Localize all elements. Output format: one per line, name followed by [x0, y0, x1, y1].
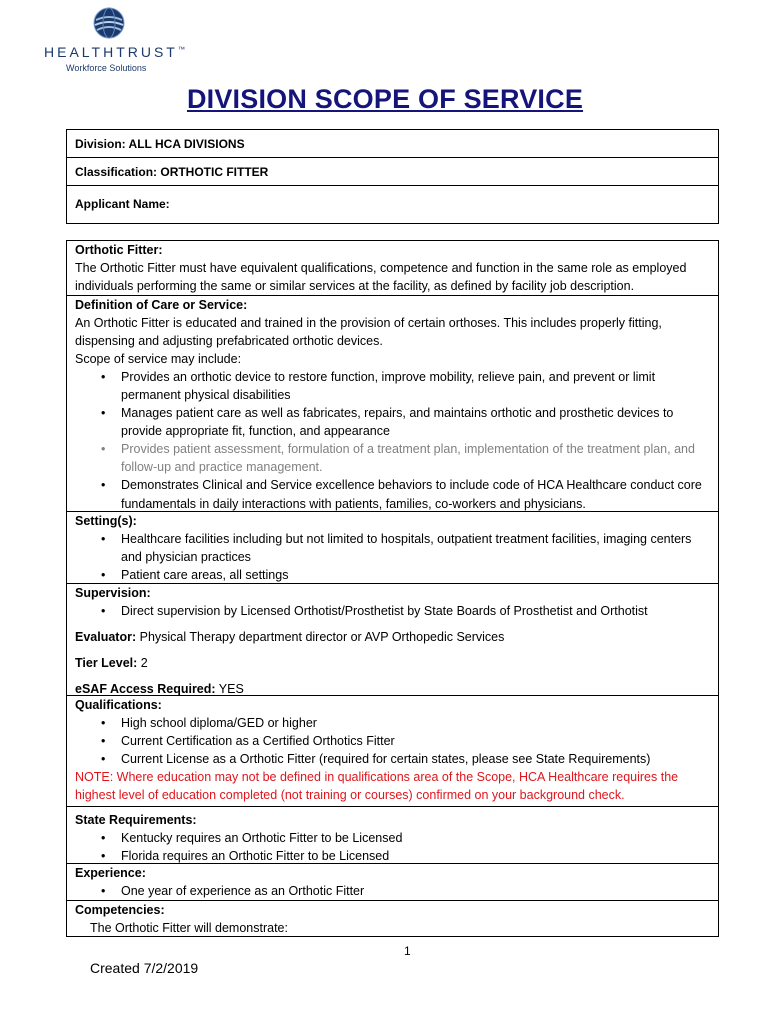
education-note: NOTE: Where education may not be defined in qualifications area of the Scope, HCA Healthcare requires the highest level of education completed (not training or courses) confirmed on your background check.	[75, 770, 679, 802]
section-heading: Supervision:	[75, 586, 151, 600]
list-item: • Current License as a Orthotic Fitter (required for certain states, please see State Requirements)	[121, 750, 710, 768]
info-box	[66, 129, 719, 224]
section-text: An Orthotic Fitter is educated and trained in the provision of certain orthoses. This includes properly fitting, dispensing and adjusting prefabricated orthotic devices.	[75, 316, 662, 348]
settings-list	[75, 530, 710, 584]
definition-section	[67, 296, 718, 512]
section-heading: Experience:	[75, 866, 146, 880]
list-item: • Direct supervision by Licensed Orthotist/Prosthetist by State Boards of Prosthetist and Orthotist	[121, 602, 710, 620]
state-requirements-list	[75, 829, 710, 865]
section-heading: State Requirements:	[75, 813, 197, 827]
experience-section	[67, 864, 718, 901]
list-item: • Current Certification as a Certified Orthotics Fitter	[121, 732, 710, 750]
globe-icon	[92, 6, 126, 40]
section-text: The Orthotic Fitter must have equivalent qualifications, competence and function in the same role as employed individuals performing the same or similar services at the facility, as defined by facility job description.	[75, 261, 687, 293]
section-heading: Definition of Care or Service:	[75, 298, 248, 312]
qualifications-list	[75, 714, 710, 768]
section-heading: Orthotic Fitter:	[75, 243, 163, 257]
company-logo	[44, 6, 184, 76]
section-heading: Competencies:	[75, 903, 165, 917]
section-heading: Qualifications:	[75, 698, 162, 712]
scope-list	[75, 368, 710, 514]
logo-subtitle: Workforce Solutions	[66, 63, 147, 73]
qualifications-section	[67, 696, 718, 807]
supervision-list	[75, 602, 710, 620]
section-text: The Orthotic Fitter will demonstrate:	[90, 921, 288, 935]
settings-section	[67, 512, 718, 584]
supervision-section	[67, 584, 718, 696]
page-number: 1	[404, 944, 411, 958]
list-item: • Provides patient assessment, formulation of a treatment plan, implementation of the treatment plan, and follow-up and practice management.	[121, 440, 710, 476]
classification-row: Classification: ORTHOTIC FITTER	[67, 158, 718, 186]
scope-box	[66, 240, 719, 937]
tier-level-line: Tier Level: 2	[75, 656, 148, 670]
page-title: DIVISION SCOPE OF SERVICE	[186, 84, 584, 114]
list-item: • Manages patient care as well as fabricates, repairs, and maintains orthotic and prosthetic devices to provide appropriate fit, function, and appearance	[121, 404, 710, 440]
list-item: • Healthcare facilities including but not limited to hospitals, outpatient treatment facilities, imaging centers and physician practices	[121, 530, 710, 566]
list-item: • Kentucky requires an Orthotic Fitter to be Licensed	[121, 829, 710, 847]
list-item: • Demonstrates Clinical and Service excellence behaviors to include code of HCA Healthcare conduct core fundamentals in daily interactions with patients, families, co-workers and physicians.	[121, 476, 710, 514]
list-item: • Provides an orthotic device to restore function, improve mobility, relieve pain, and prevent or limit permanent physical disabilities	[121, 368, 710, 404]
list-item: • High school diploma/GED or higher	[121, 714, 710, 732]
list-item: • Florida requires an Orthotic Fitter to be Licensed	[121, 847, 710, 865]
applicant-name-row: Applicant Name:	[75, 197, 170, 211]
experience-list	[75, 882, 710, 900]
list-item: • Patient care areas, all settings	[121, 566, 710, 584]
logo-wordmark: HEALTHTRUST™	[44, 44, 185, 60]
state-requirements-section	[67, 807, 718, 864]
section-heading: Setting(s):	[75, 514, 137, 528]
list-item: • One year of experience as an Orthotic Fitter	[121, 882, 710, 900]
esaf-access-line: eSAF Access Required: YES	[75, 682, 244, 696]
division-row: Division: ALL HCA DIVISIONS	[67, 130, 718, 158]
created-date: Created 7/2/2019	[90, 960, 199, 976]
orthotic-fitter-section	[67, 241, 718, 296]
competencies-section	[67, 901, 718, 936]
scope-intro: Scope of service may include:	[75, 352, 242, 366]
evaluator-line: Evaluator: Physical Therapy department director or AVP Orthopedic Services	[75, 630, 505, 644]
